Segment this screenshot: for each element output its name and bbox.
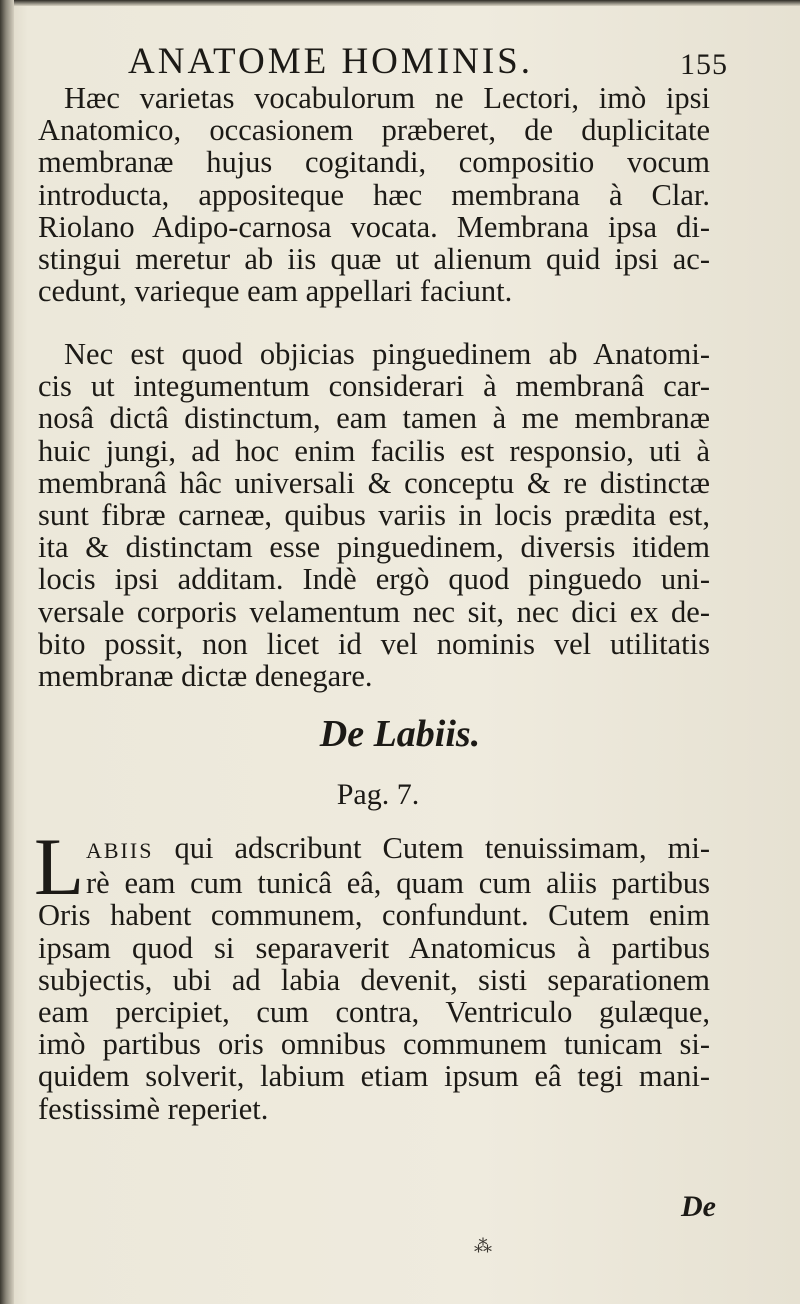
paragraph-3 (38, 832, 710, 1125)
text-line: membranæ dictæ denegare. (38, 659, 373, 694)
section-page-reference: Pag. 7. (336, 778, 420, 811)
text-line: versale corporis velamentum nec sit, nec dici ex de- (38, 594, 710, 629)
drop-cap: L (34, 821, 85, 912)
text-line: quidem solverit, labium etiam ipsum eâ tegi mani- (38, 1059, 710, 1094)
paragraph-2 (38, 338, 710, 692)
catchword: De (681, 1190, 716, 1223)
text-line: rè eam cum tunicâ eâ, quam cum aliis partibus (86, 866, 710, 901)
text-line: festissimè reperiet. (38, 1091, 269, 1126)
top-edge-shadow (14, 0, 800, 6)
running-title: ANATOME HOMINIS. (128, 41, 533, 82)
printer-ornament-icon: ⁂ (474, 1236, 492, 1257)
text-line: Hæc varietas vocabulorum ne Lectori, imò ipsi (64, 81, 710, 115)
text-line: Riolano Adipo-carnosa vocata. Membrana ipsa di- (38, 209, 710, 244)
text-line: subjectis, ubi ad labia devenit, sisti separationem (38, 962, 710, 997)
first-word-small-caps: ABIIS (86, 838, 154, 863)
text-line: membranâ hâc universali & conceptu & re distinctæ (38, 465, 710, 500)
text-line: imò partibus oris omnibus communem tunicam si- (38, 1027, 710, 1062)
text-line: huic jungi, ad hoc enim facilis est responsio, uti à (38, 433, 710, 468)
text-line: ita & distinctam esse pinguedinem, diversis itidem (38, 530, 710, 565)
text-line: cedunt, varieque eam appellari faciunt. (38, 274, 513, 309)
text-line-rest: qui adscribunt Cutem tenuissimam, mi- (153, 831, 710, 865)
text-line: Nec est quod objicias pinguedinem ab Anatomi- (64, 337, 710, 371)
text-line: bito possit, non licet id vel nominis vel utilitatis (38, 626, 710, 661)
text-line: locis ipsi additam. Indè ergò quod pinguedo uni- (38, 562, 710, 597)
text-line: Anatomico, occasionem præberet, de duplicitate (38, 113, 710, 148)
section-heading: De Labiis. (319, 713, 481, 755)
paragraph-1 (38, 82, 710, 307)
page-number: 155 (680, 48, 728, 81)
text-line: membranæ hujus cogitandi, compositio vocum (38, 145, 710, 180)
text-line: ipsam quod si separaverit Anatomicus à partibus (38, 930, 710, 965)
text-line: sunt fibræ carneæ, quibus variis in locis prædita est, (38, 498, 710, 533)
text-line: stingui meretur ab iis quæ ut alienum quid ipsi ac- (38, 242, 710, 277)
text-line: nosâ dictâ distinctum, eam tamen à me membranæ (38, 401, 710, 436)
text-line: cis ut integumentum considerari à membranâ car- (38, 369, 710, 404)
text-line: Oris habent communem, confundunt. Cutem enim (38, 898, 710, 933)
binding-shadow (0, 0, 14, 1304)
text-line: eam percipiet, cum contra, Ventriculo gulæque, (38, 995, 710, 1030)
text-line (38, 832, 710, 867)
text-line: introducta, appositeque hæc membrana à Clar. (38, 177, 710, 212)
